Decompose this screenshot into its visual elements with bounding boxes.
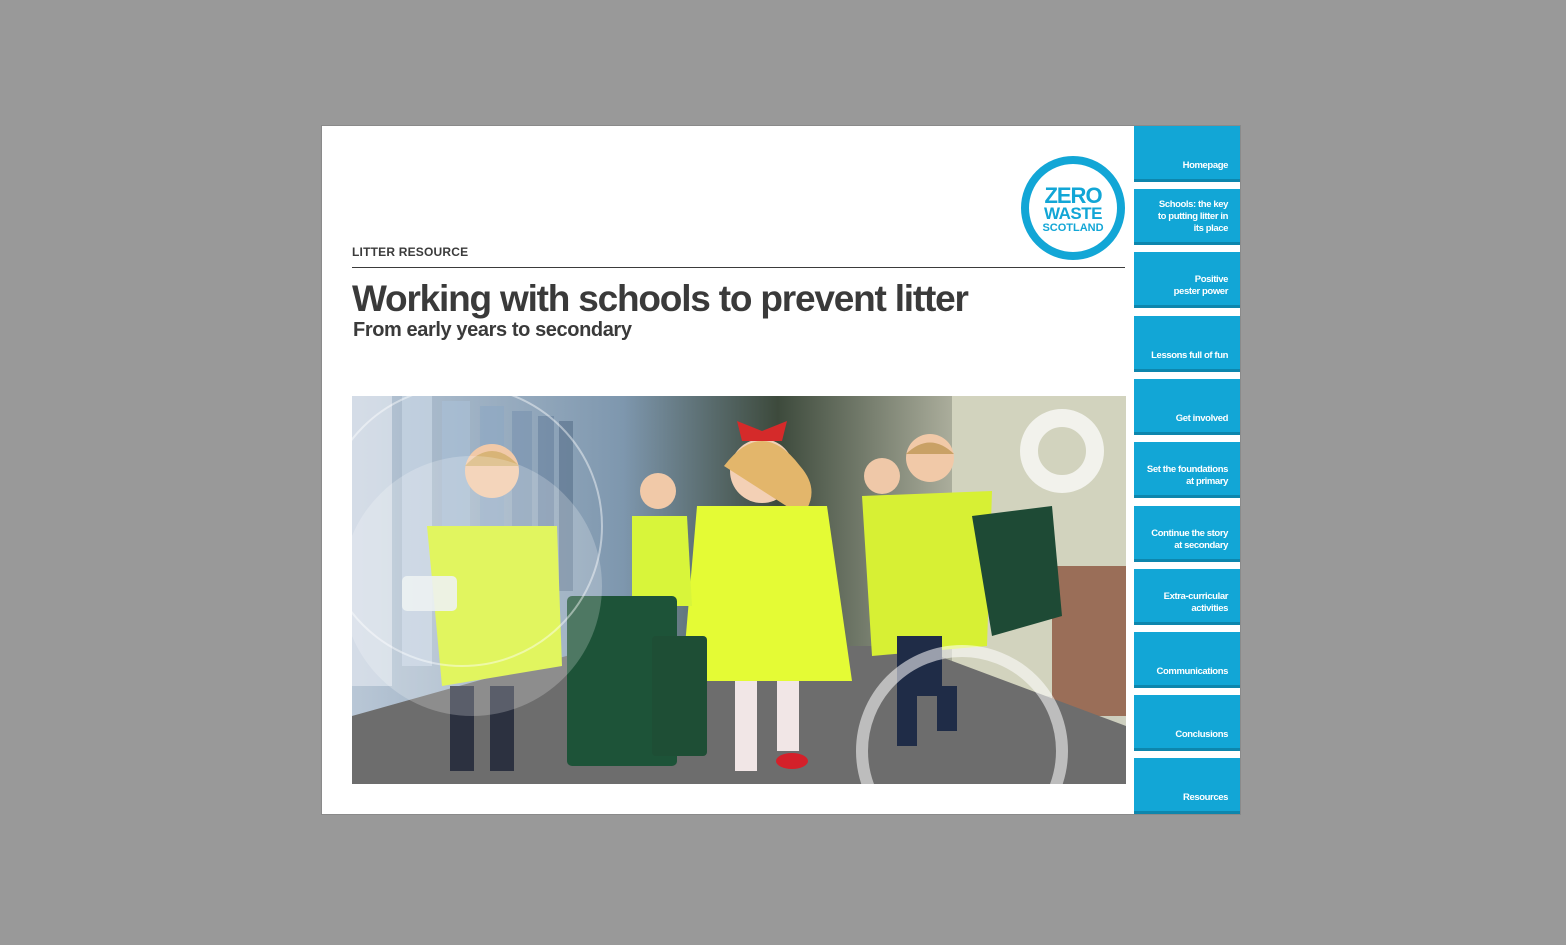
document-kicker: LITTER RESOURCE: [352, 245, 469, 259]
nav-label: Continue the story at secondary: [1151, 528, 1228, 551]
document-page: [322, 126, 1240, 814]
nav-label: Extra-curricular activities: [1163, 591, 1228, 614]
logo-line1: ZERO: [1044, 183, 1102, 208]
logo-line2: WASTE: [1044, 204, 1102, 223]
zero-waste-scotland-logo: [1020, 155, 1126, 261]
nav-label: Set the foundations at primary: [1146, 464, 1228, 487]
title-divider: [352, 267, 1125, 268]
nav-communications[interactable]: [1134, 632, 1240, 688]
nav-positive-pester-power[interactable]: [1134, 252, 1240, 308]
nav-extra-curricular[interactable]: [1134, 569, 1240, 625]
nav-resources[interactable]: [1134, 758, 1240, 814]
nav-label: Resources: [1183, 792, 1228, 803]
nav-label: Communications: [1156, 666, 1228, 677]
nav-label: Conclusions: [1175, 729, 1228, 740]
nav-label: Positive pester power: [1173, 274, 1228, 297]
nav-foundations-primary[interactable]: [1134, 442, 1240, 498]
nav-lessons-full-of-fun[interactable]: [1134, 316, 1240, 372]
nav-label: Lessons full of fun: [1151, 350, 1228, 361]
sections-sidebar: [1134, 126, 1240, 814]
nav-label: Schools: the key to putting litter in its place: [1157, 199, 1228, 234]
nav-label: Homepage: [1182, 160, 1228, 171]
page-subtitle: From early years to secondary: [353, 319, 632, 341]
nav-homepage[interactable]: [1134, 126, 1240, 182]
hero-photo-children-litter-pick: [352, 396, 1126, 784]
nav-label: Get involved: [1175, 413, 1228, 424]
nav-schools-key[interactable]: [1134, 189, 1240, 245]
page-title: Working with schools to prevent litter: [352, 278, 968, 319]
nav-conclusions[interactable]: [1134, 695, 1240, 751]
nav-get-involved[interactable]: [1134, 379, 1240, 435]
nav-story-secondary[interactable]: [1134, 506, 1240, 562]
logo-line3: SCOTLAND: [1042, 222, 1104, 234]
